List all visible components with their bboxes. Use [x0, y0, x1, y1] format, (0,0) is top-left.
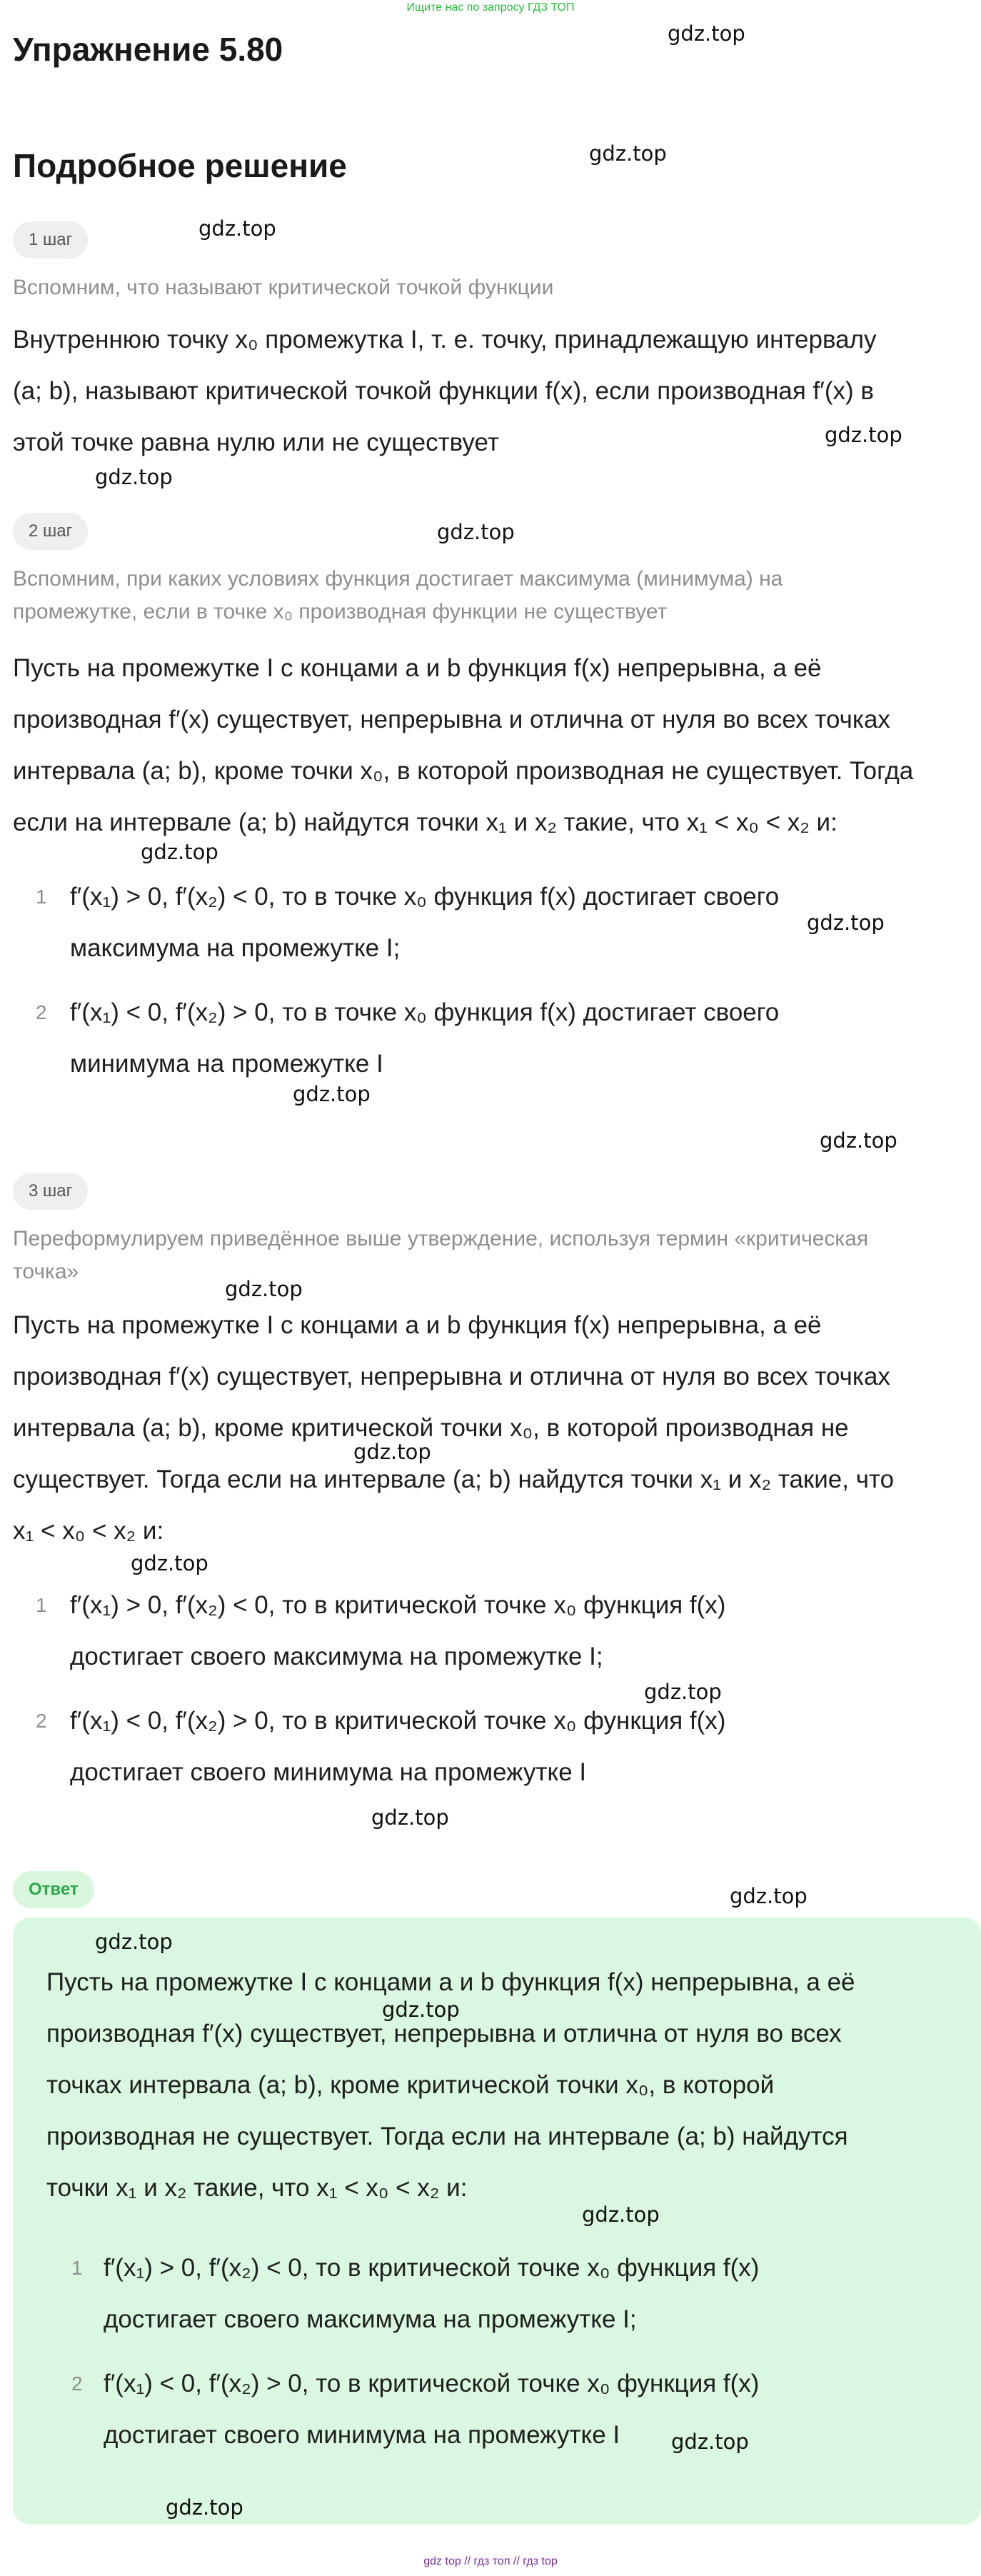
step-label: 3 шаг	[13, 1173, 88, 1210]
watermark: gdz.top	[95, 465, 173, 489]
step-2-line: если на интервале (a; b) найдутся точки x₁ и x₂ такие, что x₁ < x₀ < x₂ и:	[13, 808, 837, 836]
step-1-line: этой точке равна нулю или не существует	[13, 429, 499, 456]
watermark: gdz.top	[198, 216, 276, 241]
list-number: 1	[36, 1594, 47, 1616]
watermark: gdz.top	[820, 1128, 897, 1153]
list-number: 2	[36, 1710, 47, 1732]
step-2-line: Пусть на промежутке I с концами a и b функция f(x) непрерывна, а её	[13, 654, 822, 682]
watermark: gdz.top	[141, 840, 218, 864]
step-1-hint: Вспомним, что называют критической точкой функции	[13, 276, 554, 299]
answer-line: производная не существует. Тогда если на интервале (a; b) найдутся	[46, 2123, 848, 2150]
step-3-line: производная f′(x) существует, непрерывна и отлична от нуля во всех точках	[13, 1363, 890, 1390]
step-2-line: производная f′(x) существует, непрерывна и отлична от нуля во всех точках	[13, 706, 890, 733]
answer-line: точки x₁ и x₂ такие, что x₁ < x₀ < x₂ и:	[46, 2174, 468, 2202]
section-title: Подробное решение	[13, 147, 347, 184]
answer-label: Ответ	[13, 1871, 94, 1908]
watermark: gdz.top	[644, 1680, 722, 1704]
list-item: f′(x₁) > 0, f′(x₂) < 0, то в точке x₀ функция f(x) достигает своего	[70, 883, 780, 911]
watermark: gdz.top	[825, 423, 902, 447]
step-2-badge	[13, 513, 88, 550]
list-item: минимума на промежутке I	[70, 1050, 383, 1078]
answer-list-item: достигает своего минимума на промежутке I	[104, 2421, 620, 2449]
answer-line: точках интервала (a; b), кроме критической точки x₀, в которой	[46, 2071, 775, 2099]
watermark: gdz.top	[589, 141, 667, 166]
watermark: gdz.top	[293, 1082, 371, 1106]
list-item: достигает своего максимума на промежутке I;	[70, 1643, 603, 1670]
watermark: gdz.top	[382, 1998, 460, 2022]
step-3-line: существует. Тогда если на интервале (a; b) найдутся точки x₁ и x₂ такие, что	[13, 1465, 895, 1493]
step-3-hint: точка»	[13, 1260, 79, 1283]
watermark: gdz.top	[371, 1805, 449, 1830]
step-label: 1 шаг	[13, 221, 88, 259]
step-2-hint: Вспомним, при каких условиях функция достигает максимума (минимума) на	[13, 567, 783, 591]
list-item: максимума на промежутке I;	[70, 934, 401, 962]
answer-list-item: f′(x₁) > 0, f′(x₂) < 0, то в критической точке x₀ функция f(x)	[104, 2254, 760, 2282]
watermark: gdz.top	[668, 21, 745, 46]
step-3-hint: Переформулируем приведённое выше утверждение, используя термин «критическая	[13, 1227, 869, 1251]
step-1-badge	[13, 221, 88, 259]
step-3-line: Пусть на промежутке I с концами a и b функция f(x) непрерывна, а её	[13, 1311, 822, 1339]
watermark: gdz.top	[225, 1277, 303, 1301]
answer-line: Пусть на промежутке I с концами a и b функция f(x) непрерывна, а её	[46, 1968, 855, 1996]
step-2-line: интервала (a; b), кроме точки x₀, в которой производная не существует. Тогда	[13, 757, 914, 785]
list-number: 1	[71, 2257, 83, 2279]
answer-badge	[13, 1871, 94, 1908]
answer-line: производная f′(x) существует, непрерывна и отлична от нуля во всех	[46, 2020, 842, 2048]
watermark: gdz.top	[671, 2430, 749, 2454]
list-number: 2	[36, 1001, 47, 1023]
step-2-hint: промежутке, если в точке x₀ производная функции не существует	[13, 600, 668, 623]
list-number: 2	[71, 2372, 83, 2395]
watermark: gdz.top	[807, 911, 885, 935]
page-title: Упражнение 5.80	[13, 31, 283, 68]
watermark: gdz.top	[437, 520, 515, 544]
step-3-badge	[13, 1173, 88, 1210]
step-label: 2 шаг	[13, 513, 88, 550]
watermark: gdz.top	[353, 1440, 431, 1464]
top-banner[interactable]: Ищите нас по запросу ГДЗ ТОП	[406, 1, 575, 14]
watermark: gdz.top	[131, 1551, 208, 1575]
answer-list-item: достигает своего максимума на промежутке I;	[104, 2305, 637, 2333]
list-item: f′(x₁) < 0, f′(x₂) > 0, то в точке x₀ функция f(x) достигает своего	[70, 998, 780, 1026]
list-item: f′(x₁) < 0, f′(x₂) > 0, то в критической точке x₀ функция f(x)	[70, 1707, 726, 1735]
step-1-line: (a; b), называют критической точкой функции f(x), если производная f′(x) в	[13, 377, 874, 405]
step-1-line: Внутреннюю точку x₀ промежутка I, т. е. точку, принадлежащую интервалу	[13, 326, 877, 354]
answer-list-item: f′(x₁) < 0, f′(x₂) > 0, то в критической точке x₀ функция f(x)	[104, 2370, 760, 2397]
watermark: gdz.top	[582, 2202, 660, 2227]
footer[interactable]: gdz top // гдз топ // гдз top	[423, 2555, 558, 2567]
watermark: gdz.top	[730, 1884, 808, 1908]
step-3-line: x₁ < x₀ < x₂ и:	[13, 1517, 164, 1545]
watermark: gdz.top	[95, 1930, 173, 1954]
watermark: gdz.top	[166, 2495, 243, 2520]
list-item: f′(x₁) > 0, f′(x₂) < 0, то в критической точке x₀ функция f(x)	[70, 1591, 726, 1619]
list-number: 1	[36, 886, 47, 908]
step-3-line: интервала (a; b), кроме критической точки x₀, в которой производная не	[13, 1414, 849, 1442]
list-item: достигает своего минимума на промежутке I	[70, 1758, 587, 1786]
